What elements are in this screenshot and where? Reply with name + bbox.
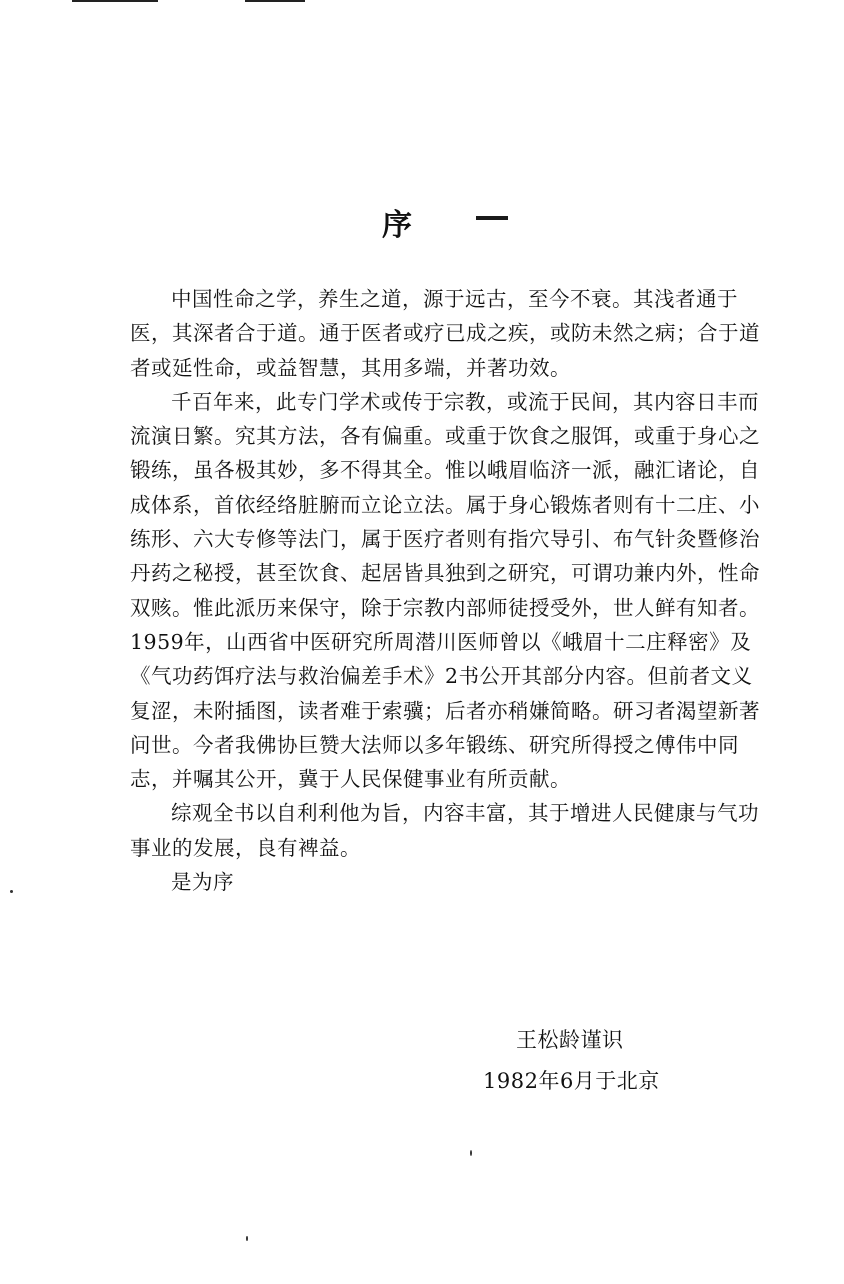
paragraph-3: 综观全书以自利利他为旨，内容丰富，其于增进人民健康与气功事业的发展，良有裨益。 <box>130 801 759 860</box>
scan-speck <box>470 1150 472 1156</box>
signature-date-place: 1982年6月于北京 <box>483 1069 660 1093</box>
closing-line: 是为序 <box>171 870 234 895</box>
scan-speck <box>10 890 13 893</box>
scan-mark-left <box>72 0 158 2</box>
paragraph-2: 千百年来，此专门学术或传于宗教，或流于民间，其内容日丰而流演日繁。究其方法，各有偏重。或重于饮食之服饵，或重于身心之锻练，虽各极其妙，多不得其全。惟以峨眉临济一派，融汇诸论，自成体系，首依经络脏腑而立论立法。属于身心锻炼者则有十二庄、小练形、六大专修等法门，属于医疗者则有指穴导引、布气针灸暨修治丹药之秘授，甚至饮食、起居皆具独到之研究，可谓功兼内外，性命双赅。惟此派历来保守，除于宗教内部师徒授受外，世人鲜有知者。1959年，山西省中医研究所周潜川医师曾以《峨眉十二庄释密》及《气功药饵疗法与救治偏差手术》2书公开其部分内容。但前者文义复涩，未附插图，读者难于索骥；后者亦稍嫌简略。研习者渴望新著问世。今者我佛协巨赞大法师以多年锻练、研究所得授之傅伟中同志，并嘱其公开，冀于人民保健事业有所贡献。 <box>130 389 760 792</box>
page-title: 序 <box>382 208 414 243</box>
title-dash <box>476 216 508 220</box>
scan-mark-right <box>245 0 305 2</box>
preface-body <box>130 282 760 899</box>
paragraph-1: 中国性命之学，养生之道，源于远古，至今不衰。其浅者通于医，其深者合于道。通于医者或疗已成之疾，或防未然之病；合于道者或延性命，或益智慧，其用多端，并著功效。 <box>130 287 760 380</box>
scan-speck <box>246 1236 248 1241</box>
signature-author: 王松龄谨识 <box>516 1028 624 1052</box>
